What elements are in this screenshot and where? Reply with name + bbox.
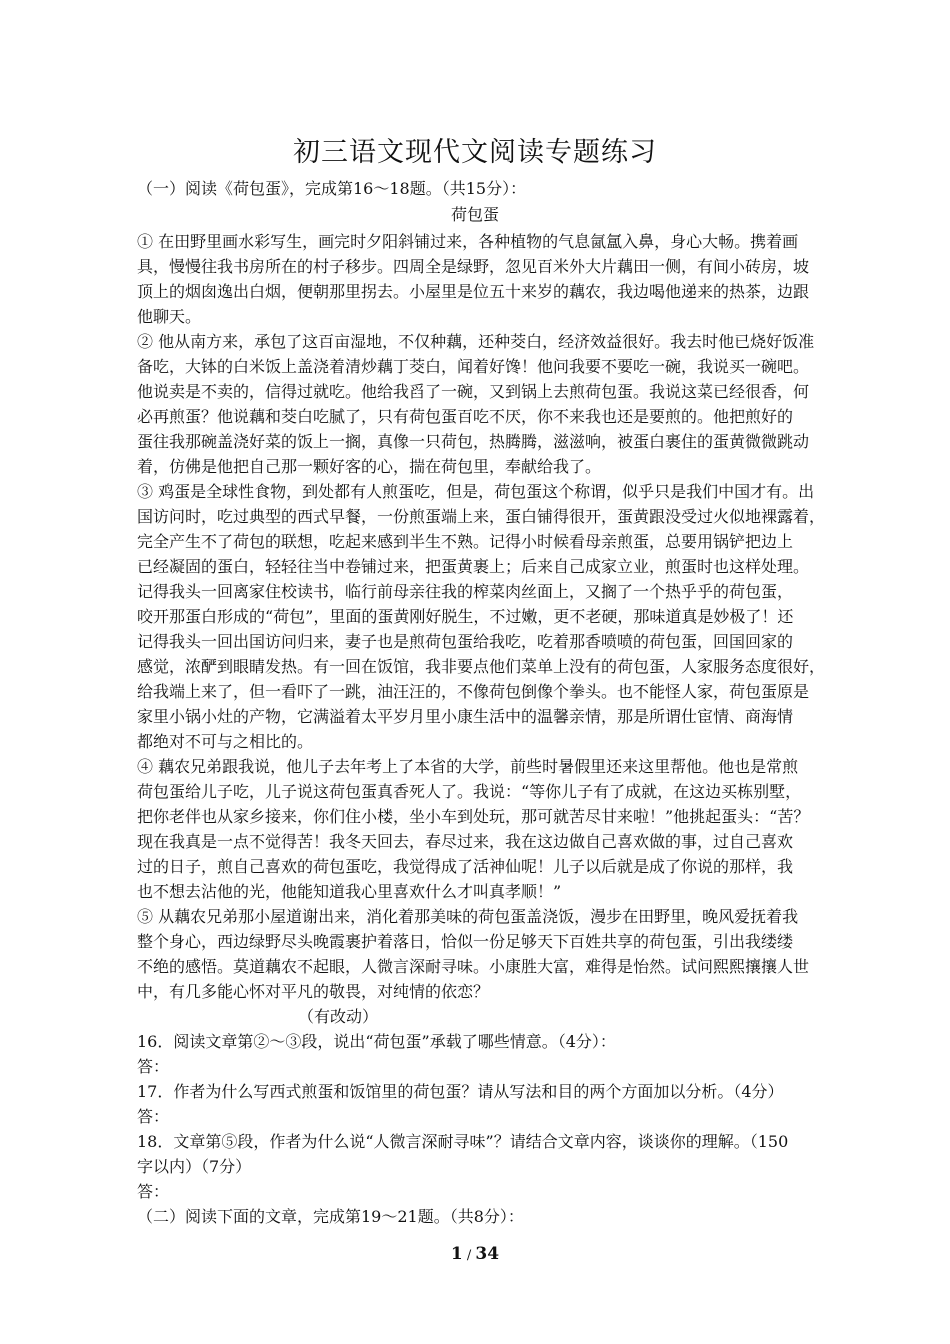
page-separator: /: [462, 1248, 476, 1263]
current-page: 1: [450, 1244, 463, 1264]
text-line: 家里小锅小灶的产物，它满溢着太平岁月里小康生活中的温馨亲情，那是所谓仕宦情、商海情: [137, 707, 794, 726]
answer-label: 答：: [137, 1107, 170, 1126]
text-line: 具，慢慢往我书房所在的村子移步。四周全是绿野，忽见百米外大片藕田一侧，有间小砖房，坡: [137, 257, 810, 276]
essay-title: 荷包蛋: [450, 205, 499, 224]
page-title: 初三语文现代文阅读专题练习: [293, 137, 657, 168]
total-pages: 34: [475, 1244, 500, 1264]
text-line: 蛋往我那碗盖浇好菜的饭上一搁，真像一只荷包，热腾腾，滋滋响，被蛋白裹住的蛋黄微微跳动: [137, 432, 810, 451]
text-line: 现在我真是一点不觉得苦！我冬天回去，春尽过来，我在这边做自己喜欢做的事，过自己喜欢: [137, 832, 794, 851]
adapted-note: （有改动）: [298, 1007, 379, 1026]
text-line: 都绝对不可与之相比的。: [137, 732, 314, 751]
text-line: 着，仿佛是他把自己那一颗好客的心，揣在荷包里，奉献给我了。: [137, 457, 602, 476]
text-line: 记得我头一回离家住校读书，临行前母亲往我的榨菜肉丝面上，又搁了一个热乎乎的荷包蛋，: [137, 582, 794, 601]
text-line: 完全产生不了荷包的联想，吃起来感到半生不熟。记得小时候看母亲煎蛋，总要用锅铲把边上: [137, 532, 794, 551]
text-line: 也不想去沾他的光，他能知道我心里喜欢什么才叫真孝顺！”: [137, 882, 562, 901]
question-17: 17．作者为什么写西式煎蛋和饭馆里的荷包蛋？请从写法和目的两个方面加以分析。（4分）: [137, 1082, 784, 1101]
text-line: 他聊天。: [137, 307, 202, 326]
section-1-heading: （一）阅读《荷包蛋》，完成第16～18题。（共15分）：: [137, 179, 527, 198]
text-line: 他说卖是不卖的，信得过就吃。他给我舀了一碗，又到锅上去煎荷包蛋。我说这菜已经很香，何: [137, 382, 810, 401]
text-line: 必再煎蛋？他说藕和茭白吃腻了，只有荷包蛋百吃不厌，你不来我也还是要煎的。他把煎好的: [137, 407, 794, 426]
text-line: ① 在田野里画水彩写生，画完时夕阳斜铺过来，各种植物的气息氤氲入鼻，身心大畅。携着画: [137, 232, 799, 251]
section-2-heading: （二）阅读下面的文章，完成第19～21题。（共8分）：: [137, 1207, 524, 1226]
text-line: ⑤ 从藕农兄弟那小屋道谢出来，消化着那美味的荷包蛋盖浇饭，漫步在田野里，晚风爱抚着我: [137, 907, 799, 926]
text-line: 整个身心，西边绿野尽头晚霞裹护着落日，恰似一份足够天下百姓共享的荷包蛋，引出我缕缕: [137, 932, 794, 951]
text-line: ④ 藕农兄弟跟我说，他儿子去年考上了本省的大学，前些时暑假里还来这里帮他。他也是常煎: [137, 757, 799, 776]
text-line: 中，有几多能心怀对平凡的敬畏，对纯情的依恋？: [137, 982, 490, 1001]
text-line: 顶上的烟囱逸出白烟，便朝那里拐去。小屋里是位五十来岁的藕农，我边喝他递来的热茶，边跟: [137, 282, 810, 301]
text-line: ② 他从南方来，承包了这百亩湿地，不仅种藕，还种茭白，经济效益很好。我去时他已烧好饭准: [137, 332, 815, 351]
text-line: 给我端上来了，但一看吓了一跳，油汪汪的，不像荷包倒像个拳头。也不能怪人家，荷包蛋原是: [137, 682, 810, 701]
text-line: 荷包蛋给儿子吃，儿子说这荷包蛋真香死人了。我说：“等你儿子有了成就，在这边买栋别墅，: [137, 782, 802, 801]
text-line: 咬开那蛋白形成的“荷包”，里面的蛋黄刚好脱生，不过嫩，更不老硬，那味道真是妙极了！还: [137, 607, 794, 626]
text-line: ③ 鸡蛋是全球性食物，到处都有人煎蛋吃，但是，荷包蛋这个称谓，似乎只是我们中国才有。出: [137, 482, 815, 501]
answer-label: 答：: [137, 1182, 170, 1201]
text-line: 备吃，大钵的白米饭上盖浇着清炒藕丁茭白，闻着好馋！他问我要不要吃一碗，我说买一碗吧。: [137, 357, 810, 376]
text-line: 不绝的感悟。莫道藕农不起眼，人微言深耐寻味。小康胜大富，难得是怡然。试问熙熙攘攘人世: [137, 957, 810, 976]
question-18-cont: 字以内）（7分）: [137, 1157, 252, 1176]
text-line: 过的日子，煎自己喜欢的荷包蛋吃，我觉得成了活神仙呢！儿子以后就是成了你说的那样，我: [137, 857, 794, 876]
text-line: 已经凝固的蛋白，轻轻往当中卷铺过来，把蛋黄裹上；后来自己成家立业，煎蛋时也这样处理。: [137, 557, 810, 576]
question-18: 18．文章第⑤段，作者为什么说“人微言深耐寻味”？请结合文章内容，谈谈你的理解。（150: [137, 1132, 789, 1151]
answer-label: 答：: [137, 1057, 170, 1076]
text-line: 把你老伴也从家乡接来，你们住小楼，坐小车到处玩，那可就苦尽甘来啦！”他挑起蛋头：“苦？: [137, 807, 810, 826]
text-line: 感觉，浓酽到眼睛发热。有一回在饭馆，我非要点他们菜单上没有的荷包蛋，人家服务态度很好，: [137, 657, 826, 676]
text-line: 国访问时，吃过典型的西式早餐，一份煎蛋端上来，蛋白铺得很开，蛋黄跟没受过火似地裸露着，: [137, 507, 826, 526]
question-16: 16．阅读文章第②～③段，说出“荷包蛋”承载了哪些情意。（4分）：: [137, 1032, 616, 1051]
page-number: [0, 1244, 950, 1264]
text-line: 记得我头一回出国访问归来，妻子也是煎荷包蛋给我吃，吃着那香喷喷的荷包蛋，回国回家的: [137, 632, 794, 651]
